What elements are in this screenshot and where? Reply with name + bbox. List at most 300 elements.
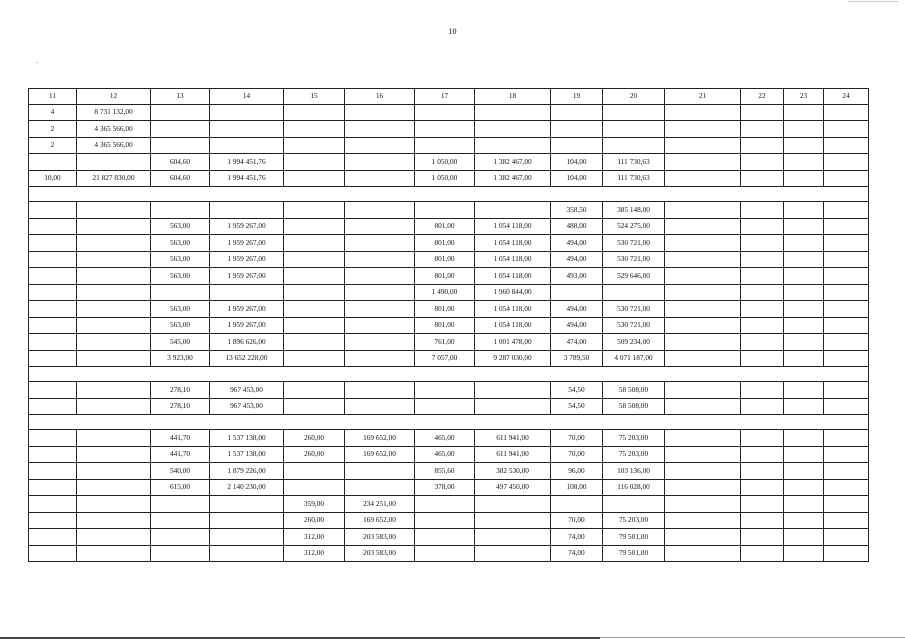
table-cell [784, 334, 824, 351]
table-row [29, 430, 869, 447]
column-header: 17 [415, 89, 475, 105]
table-cell [77, 334, 151, 351]
table-cell: 2 140 230,00 [210, 479, 284, 496]
column-header: 21 [665, 89, 741, 105]
table-cell: 540,00 [151, 463, 210, 480]
table-cell: 234 251,00 [345, 496, 415, 513]
table-cell [284, 350, 345, 367]
table-cell: 103 136,00 [603, 463, 665, 480]
table-cell [29, 512, 77, 529]
table-row [29, 512, 869, 529]
table-cell [415, 496, 475, 513]
table-cell [284, 251, 345, 268]
table-cell [784, 350, 824, 367]
column-header: 19 [551, 89, 603, 105]
table-cell [29, 496, 77, 513]
table-row [29, 496, 869, 513]
table-cell [345, 350, 415, 367]
table-row [29, 382, 869, 399]
table-cell [741, 512, 784, 529]
table-cell: 7 057,00 [415, 350, 475, 367]
scan-top-edge [848, 1, 898, 2]
table-cell [824, 154, 869, 171]
table-cell [210, 121, 284, 138]
table-cell [345, 235, 415, 252]
table-cell [824, 382, 869, 399]
table-cell: 2 [29, 121, 77, 138]
table-cell: 497 450,00 [475, 479, 551, 496]
table-cell: 855,60 [415, 463, 475, 480]
table-cell: 1 959 267,00 [210, 251, 284, 268]
table-cell [741, 382, 784, 399]
table-cell [741, 268, 784, 285]
table-cell: 1 994 451,76 [210, 170, 284, 187]
table-cell [29, 479, 77, 496]
table-cell [415, 398, 475, 415]
table-row [29, 104, 869, 121]
table-cell [415, 512, 475, 529]
table-row [29, 251, 869, 268]
table-cell [284, 218, 345, 235]
table-cell [475, 545, 551, 562]
table-cell [824, 121, 869, 138]
table-cell: 4 [29, 104, 77, 121]
table-cell [29, 463, 77, 480]
table-cell: 1 490,00 [415, 284, 475, 301]
table-row [29, 235, 869, 252]
table-cell [210, 284, 284, 301]
table-cell [77, 301, 151, 318]
table-cell [741, 235, 784, 252]
table-cell [741, 496, 784, 513]
table-cell: 1 382 467,00 [475, 170, 551, 187]
column-header: 13 [151, 89, 210, 105]
table-cell [824, 545, 869, 562]
table-cell [77, 235, 151, 252]
table-cell [29, 284, 77, 301]
table-cell [784, 235, 824, 252]
table-cell [741, 334, 784, 351]
table-cell [665, 154, 741, 171]
table-cell: 1 054 118,00 [475, 218, 551, 235]
table-cell: 441,70 [151, 430, 210, 447]
table-cell: 493,00 [551, 268, 603, 285]
table-cell [210, 104, 284, 121]
table-row [29, 202, 869, 219]
table-cell: 530 721,00 [603, 317, 665, 334]
table-cell [665, 446, 741, 463]
table-cell: 260,00 [284, 446, 345, 463]
table-cell [29, 545, 77, 562]
section-row [29, 415, 869, 430]
scan-speck [36, 62, 38, 63]
table-row [29, 268, 869, 285]
scan-bottom-edge [0, 637, 600, 639]
table-cell: 111 730,63 [603, 154, 665, 171]
table-cell: 70,00 [551, 512, 603, 529]
table-cell [824, 104, 869, 121]
table-cell [665, 301, 741, 318]
table-cell: 169 652,00 [345, 512, 415, 529]
table-cell [475, 202, 551, 219]
table-cell: 1 054 118,00 [475, 268, 551, 285]
section-cell [29, 367, 869, 382]
table-cell: 524 275,00 [603, 218, 665, 235]
table-cell: 260,00 [284, 430, 345, 447]
table-cell [741, 154, 784, 171]
table-cell [29, 446, 77, 463]
table-cell: 494,00 [551, 301, 603, 318]
table-body [29, 89, 869, 562]
table-cell [665, 334, 741, 351]
table-cell [29, 251, 77, 268]
table-cell [665, 430, 741, 447]
table-cell: 1 959 267,00 [210, 301, 284, 318]
table-cell: 169 652,00 [345, 430, 415, 447]
table-cell [551, 496, 603, 513]
table-cell: 79 501,00 [603, 529, 665, 546]
table-cell [784, 496, 824, 513]
table-cell [284, 104, 345, 121]
table-cell: 96,00 [551, 463, 603, 480]
table-cell [77, 350, 151, 367]
column-header: 20 [603, 89, 665, 105]
table-row [29, 121, 869, 138]
table-cell [824, 334, 869, 351]
table-cell [824, 398, 869, 415]
table-row [29, 317, 869, 334]
table-cell: 1 054 118,00 [475, 235, 551, 252]
table-cell [284, 284, 345, 301]
table-cell: 70,00 [551, 430, 603, 447]
table-cell [77, 512, 151, 529]
table-cell [415, 382, 475, 399]
table-cell [415, 202, 475, 219]
table-cell: 563,00 [151, 301, 210, 318]
table-cell [784, 463, 824, 480]
table-row [29, 301, 869, 318]
table-cell [29, 334, 77, 351]
table-cell: 488,00 [551, 218, 603, 235]
table-cell [665, 284, 741, 301]
table-row [29, 154, 869, 171]
table-cell: 1 959 267,00 [210, 218, 284, 235]
table-cell: 530 721,00 [603, 301, 665, 318]
table-cell [824, 235, 869, 252]
table-cell [665, 529, 741, 546]
table-cell [824, 301, 869, 318]
table-cell [210, 202, 284, 219]
table-cell [741, 317, 784, 334]
table-cell [29, 301, 77, 318]
table-cell [29, 529, 77, 546]
table-cell [824, 430, 869, 447]
table-cell [665, 496, 741, 513]
table-cell: 1 959 267,00 [210, 317, 284, 334]
table-cell: 530 721,00 [603, 251, 665, 268]
table-cell [284, 479, 345, 496]
table-cell [151, 137, 210, 154]
table-cell: 278,10 [151, 398, 210, 415]
table-cell [665, 251, 741, 268]
table-row [29, 170, 869, 187]
table-cell [741, 545, 784, 562]
table-row [29, 479, 869, 496]
column-header: 14 [210, 89, 284, 105]
table-cell: 604,60 [151, 170, 210, 187]
table-cell [29, 268, 77, 285]
table-cell: 4 365 566,00 [77, 137, 151, 154]
table-cell [345, 479, 415, 496]
table-cell [29, 350, 77, 367]
table-cell [284, 398, 345, 415]
table-cell: 75 203,00 [603, 446, 665, 463]
table-cell: 4 071 187,00 [603, 350, 665, 367]
table-cell [824, 137, 869, 154]
table-cell [665, 202, 741, 219]
table-cell [415, 545, 475, 562]
table-row [29, 446, 869, 463]
table-cell [77, 154, 151, 171]
table-cell [29, 218, 77, 235]
table-cell: 563,00 [151, 251, 210, 268]
table-cell [345, 268, 415, 285]
table-cell [345, 463, 415, 480]
table-cell [284, 235, 345, 252]
table-cell: 70,00 [551, 446, 603, 463]
table-cell [77, 496, 151, 513]
table-row [29, 398, 869, 415]
table-cell [824, 218, 869, 235]
table-cell [284, 202, 345, 219]
table-cell [603, 104, 665, 121]
table-cell [284, 382, 345, 399]
table-cell [475, 496, 551, 513]
table-cell: 385 148,00 [603, 202, 665, 219]
table-cell: 1 994 451,76 [210, 154, 284, 171]
table-cell [345, 137, 415, 154]
table-cell: 530 721,00 [603, 235, 665, 252]
table-cell [784, 121, 824, 138]
table-cell [665, 512, 741, 529]
table-cell [741, 104, 784, 121]
table-cell [29, 235, 77, 252]
table-cell: 529 646,00 [603, 268, 665, 285]
table-cell [824, 496, 869, 513]
table-cell [741, 170, 784, 187]
table-cell: 801,00 [415, 235, 475, 252]
table-cell [29, 430, 77, 447]
table-cell [77, 479, 151, 496]
table-cell: 104,00 [551, 154, 603, 171]
table-cell: 494,00 [551, 317, 603, 334]
table-cell: 1 959 267,00 [210, 268, 284, 285]
table-cell [77, 463, 151, 480]
table-cell [77, 317, 151, 334]
table-cell: 801,00 [415, 218, 475, 235]
table-cell [665, 218, 741, 235]
page-number: 10 [448, 27, 457, 36]
table-row [29, 350, 869, 367]
table-cell: 312,00 [284, 545, 345, 562]
table-cell [77, 251, 151, 268]
table-cell [29, 398, 77, 415]
table-cell [77, 382, 151, 399]
table-cell: 203 583,00 [345, 529, 415, 546]
table-cell [741, 218, 784, 235]
table-cell [741, 446, 784, 463]
header-row [29, 89, 869, 105]
table-cell: 801,00 [415, 317, 475, 334]
table-cell: 967 453,00 [210, 398, 284, 415]
table-cell: 1 001 478,00 [475, 334, 551, 351]
section-row [29, 367, 869, 382]
table-cell [824, 512, 869, 529]
table-cell [210, 529, 284, 546]
table-cell [29, 154, 77, 171]
table-cell [665, 382, 741, 399]
table-cell: 203 583,00 [345, 545, 415, 562]
table-cell [151, 545, 210, 562]
table-cell: 1 054 118,00 [475, 301, 551, 318]
section-cell [29, 187, 869, 202]
table-cell [784, 398, 824, 415]
table-cell [824, 202, 869, 219]
table-cell: 563,00 [151, 317, 210, 334]
table-cell [824, 268, 869, 285]
table-cell [475, 529, 551, 546]
table-cell: 494,00 [551, 251, 603, 268]
table-cell: 2 [29, 137, 77, 154]
table-cell: 1 382 467,00 [475, 154, 551, 171]
table-cell [665, 268, 741, 285]
table-cell [665, 398, 741, 415]
table-cell [475, 121, 551, 138]
table-cell: 494,00 [551, 235, 603, 252]
table-cell: 9 287 030,00 [475, 350, 551, 367]
table-cell [741, 137, 784, 154]
table-cell: 611 941,00 [475, 446, 551, 463]
column-header: 24 [824, 89, 869, 105]
table-cell: 801,00 [415, 251, 475, 268]
table-cell [475, 104, 551, 121]
table-cell [77, 545, 151, 562]
table-cell [603, 284, 665, 301]
table-cell [784, 301, 824, 318]
table-cell [345, 382, 415, 399]
table-cell: 563,00 [151, 235, 210, 252]
table-cell: 801,00 [415, 268, 475, 285]
table-cell [824, 463, 869, 480]
table-cell [151, 121, 210, 138]
table-cell: 1 537 138,00 [210, 430, 284, 447]
table-cell: 8 731 132,00 [77, 104, 151, 121]
table-cell [284, 301, 345, 318]
column-header: 12 [77, 89, 151, 105]
table-cell: 3 923,00 [151, 350, 210, 367]
table-cell [77, 268, 151, 285]
table-cell: 441,70 [151, 446, 210, 463]
table-cell [284, 154, 345, 171]
table-cell [151, 496, 210, 513]
table-cell: 1 879 226,00 [210, 463, 284, 480]
table-cell: 58 508,00 [603, 398, 665, 415]
table-cell [77, 218, 151, 235]
table-cell: 1 050,00 [415, 154, 475, 171]
table-cell [741, 350, 784, 367]
table-cell [784, 170, 824, 187]
table-cell [665, 317, 741, 334]
table-row [29, 284, 869, 301]
table-cell: 1 054 118,00 [475, 251, 551, 268]
table-cell [415, 104, 475, 121]
table-row [29, 463, 869, 480]
table-cell [345, 334, 415, 351]
table-cell: 312,00 [284, 529, 345, 546]
table-cell [741, 430, 784, 447]
table-cell [741, 463, 784, 480]
table-cell [741, 202, 784, 219]
table-cell: 54,50 [551, 398, 603, 415]
table-cell [284, 137, 345, 154]
table-cell: 10,00 [29, 170, 77, 187]
table-cell [345, 170, 415, 187]
table-cell [151, 529, 210, 546]
table-cell [784, 104, 824, 121]
table-cell [665, 545, 741, 562]
table-cell [665, 137, 741, 154]
table-cell: 169 652,00 [345, 446, 415, 463]
table-cell [741, 251, 784, 268]
table-cell [784, 317, 824, 334]
table-cell [210, 545, 284, 562]
table-cell: 465,00 [415, 430, 475, 447]
table-cell: 967 453,00 [210, 382, 284, 399]
table-cell [345, 317, 415, 334]
table-cell [415, 137, 475, 154]
table-cell: 509 234,00 [603, 334, 665, 351]
table-cell: 604,60 [151, 154, 210, 171]
table-cell: 611 941,00 [475, 430, 551, 447]
scan-bottom-edge-light [600, 637, 905, 638]
table-cell [345, 251, 415, 268]
table-cell [345, 121, 415, 138]
table-cell [665, 463, 741, 480]
table-cell: 1 959 267,00 [210, 235, 284, 252]
table-cell [665, 350, 741, 367]
data-table [28, 88, 869, 562]
table-cell: 79 501,00 [603, 545, 665, 562]
column-header: 23 [784, 89, 824, 105]
table-cell [603, 137, 665, 154]
table-cell [784, 218, 824, 235]
table-cell: 116 028,00 [603, 479, 665, 496]
table-cell [741, 121, 784, 138]
table-cell: 278,10 [151, 382, 210, 399]
table-cell [665, 479, 741, 496]
table-cell [824, 284, 869, 301]
table-cell [603, 496, 665, 513]
table-cell [784, 446, 824, 463]
table-cell [665, 170, 741, 187]
table-cell [151, 104, 210, 121]
column-header: 16 [345, 89, 415, 105]
table-cell [210, 137, 284, 154]
table-cell [824, 529, 869, 546]
table-cell [784, 512, 824, 529]
table-cell [551, 104, 603, 121]
table-cell [29, 382, 77, 399]
